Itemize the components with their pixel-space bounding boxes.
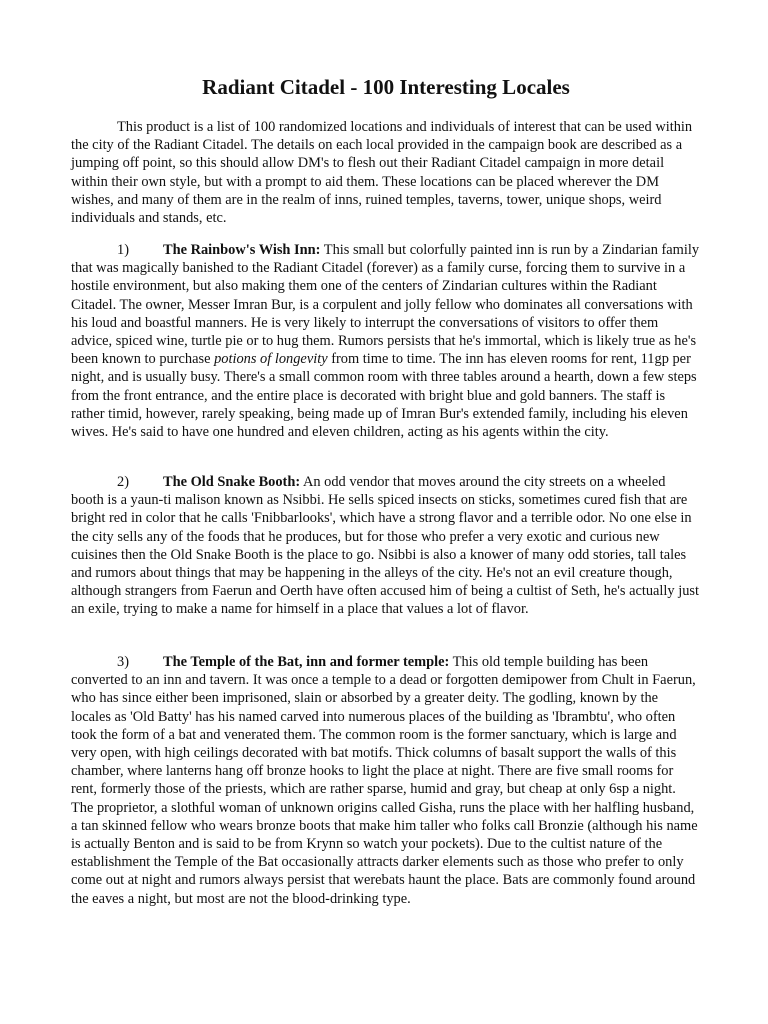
document-title: Radiant Citadel - 100 Interesting Locales — [202, 75, 570, 99]
intro-paragraph: This product is a list of 100 randomized locations and individuals of interest that can be used within the city of the Radiant Citadel. The details on each local provided in the campaign book are described as a jumping off point, so this should allow DM's to flesh out their Radiant Citadel campaign in more detail within their own style, but with a prompt to aid them. These locations can be placed wherever the DM wishes, and many of them are in the realm of inns, ruined temples, taverns, tower, unique shops, weird individuals and stands, etc. — [71, 119, 693, 227]
entry-3-paragraph — [71, 653, 701, 908]
entry-1-italic-term: potions of longevity — [214, 351, 328, 368]
entry-3-number: 3) — [117, 654, 129, 670]
entry-2-number: 2) — [117, 474, 129, 490]
entry-3-name: The Temple of the Bat, inn and former temple: — [163, 654, 450, 670]
entry-2-name: The Old Snake Booth: — [163, 474, 301, 490]
entry-1-paragraph — [71, 241, 701, 441]
entry-1-text-part-2: from time to time. The inn has eleven rooms for rent, 11gp per night, and is usually busy. There's a small common room with three tables around a hearth, down a few steps from the front entrance, and the entire place is decorated with bright blue and gold banners. The staff is rather timid, however, rarely speaking, being made up of Imran Bur's extended family, including his eleven wives. He's said to have one hundred and eleven children, acting as his agents within the city. — [71, 351, 697, 441]
entry-2-text: An odd vendor that moves around the city streets on a wheeled booth is a yaun-ti malison known as Nsibbi. He sells spiced insects on sticks, sometimes cured fish that are bright red in color that he calls 'Fnibbarlooks', which have a strong flavor and a terrible odor. No one else in the city sells any of the foods that he produces, but for those who prefer a very exotic and curious new cuisines then the Old Snake Booth is the place to go. Nsibbi is also a knower of many odd stories, tall tales and rumors about things that may be happening in the alleys of the city. He's not an evil creature though, although strangers from Faerun and Oerth have often accused him of being a cultist of Seth, he's actually just an exile, trying to make a name for himself in a place that values a lot of flavor. — [71, 474, 700, 618]
entry-1-name: The Rainbow's Wish Inn: — [163, 242, 321, 258]
entry-1-text-part-1: This small but colorfully painted inn is run by a Zindarian family that was magically banished to the Radiant Citadel (forever) as a family curse, forcing them to survive in a hostile environment, but also making them one of the centers of Zindarian cultures within the Radiant Citadel. The owner, Messer Imran Bur, is a corpulent and jolly fellow who dominates all conversations with his loud and boastful manners. He is very likely to interrupt the conversations of visitors to offer them advice, spiced wine, turtle pie or to hug them. Rumors persists that he's immortal, which is likely true as he's been known to purchase — [71, 242, 700, 368]
entry-1-number: 1) — [117, 242, 129, 258]
entry-2-paragraph — [71, 473, 701, 619]
entry-3-text: This old temple building has been converted to an inn and tavern. It was once a temple to a dead or forgotten demipower from Chult in Faerun, who has since either been imprisoned, slain or absorbed by a greater deity. The godling, known by the locales as 'Old Batty' has his named carved into numerous places of the building as 'Ibrambtu', who often took the form of a bat and venerated them. The common room is the former sanctuary, which is large and very open, with high ceilings decorated with bat motifs. Thick columns of basalt support the walls of this chamber, where lanterns hang off bronze hooks to light the place at night. There are five small rooms for rent, formerly those of the priests, which are rather sparse, humid and gray, but cheap at only 6sp a night. The proprietor, a slothful woman of unknown origins called Gisha, runs the place with her halfling husband, a tan skinned fellow who wears bronze boots that make him taller who folks call Bronzie (although his name is actually Benton and is said to be from Krynn so watch your pockets). Due to the cultist nature of the establishment the Temple of the Bat occasionally attracts darker elements such as those who prefer to only come out at night and rumors always persist that werebats haunt the place. Bats are commonly found around the eaves a night, but most are not the blood-drinking type. — [71, 654, 698, 907]
